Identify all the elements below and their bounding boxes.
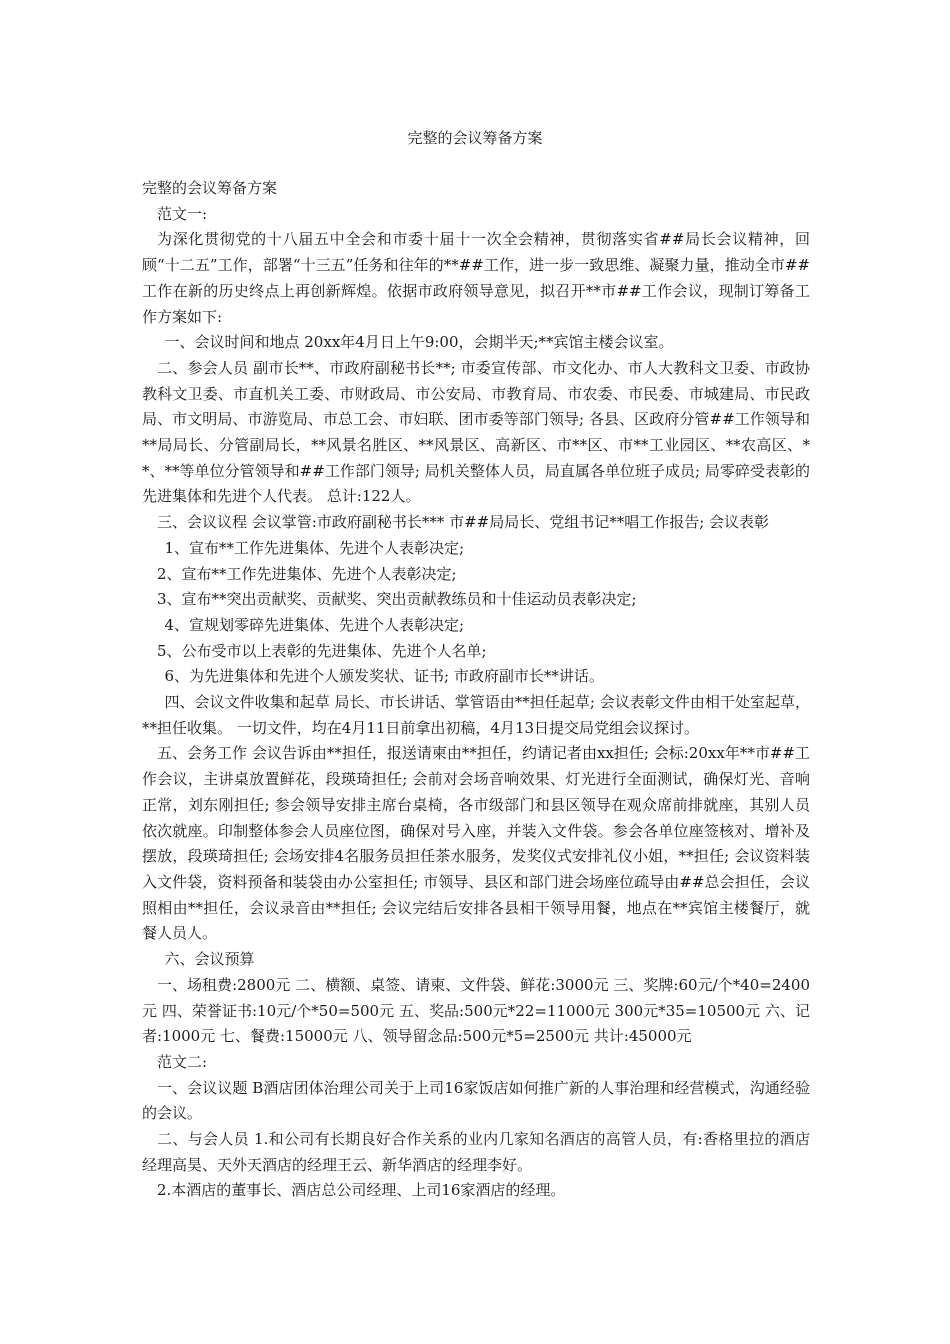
paragraph-budget: 一、场租费:2800元 二、横额、桌签、请柬、文件袋、鲜花:3000元 三、奖牌:60元/个*40=2400元 四、荣誉证书:10元/个*50=500元 五、奖品:500元*22=11000元 300元*35=10500元 六、记者:1000元 七、餐费:15000元 八、领导留念品:500元*5=2500元 共计:45000元 [142,975,810,1046]
paragraph-documents: 四、会议文件收集和起草 局长、市长讲话、掌管语由**担任起草; 会议表彰文件由相干处室起草，**担任收集。 一切文件，均在4月11日前拿出初稿，4月13日提交局党组会议探讨。 [142,693,810,737]
document-body [142,176,810,1204]
paragraph-agenda: 三、会议议程 会议掌管:市政府副秘书长*** 市##局局长、党组书记**唱工作报告; 会议表彰 [157,513,770,532]
paragraph-participants-2: 2.本酒店的董事长、酒店总公司经理、上司16家酒店的经理。 [157,1181,566,1200]
agenda-item-1: 1、宣布**工作先进集体、先进个人表彰决定; [164,538,465,557]
paragraph-logistics: 五、会务工作 会议告诉由**担任，报送请柬由**担任，约请记者由xx担任; 会标:20xx年**市##工作会议，主讲桌放置鲜花，段瑛琦担任; 会前对会场音响效果、灯光进行全面测试，确保灯光、音响正常，刘东刚担任; 参会领导安排主席台桌椅，各市级部门和县区领导在观众席前排就座，其别人员依次就座。印制整体参会人员座位图，确保对号入座，并装入文件袋。参会各单位座签核对、增补及摆放，段瑛琦担任; 会场安排4名服务员担任茶水服务，发奖仪式安排礼仪小姐，**担任; 会议资料装入文件袋，资料预备和装袋由办公室担任; 市领导、县区和部门进会场座位疏导由##总会担任，会议照相由**担任，会议录音由**担任; 会议完结后安排各县相干领导用餐，地点在**宾馆主楼餐厅，就餐人员人。 [142,744,810,943]
section-label-sample-1: 范文一: [157,204,208,223]
paragraph-budget-heading: 六、会议预算 [164,950,255,969]
paragraph-participants: 二、与会人员 1.和公司有长期良好合作关系的业内几家知名酒店的高管人员，有:香格里拉的酒店经理高昊、天外天酒店的经理王云、新华酒店的经理李好。 [142,1130,810,1174]
agenda-item-4: 4、宣规划零碎先进集体、先进个人表彰决定; [164,615,465,634]
paragraph-topic: 一、会议议题 B酒店团体治理公司关于上司16家饭店如何推广新的人事治理和经营模式，沟通经验的会议。 [142,1078,810,1123]
agenda-item-6: 6、为先进集体和先进个人颁发奖状、证书; 市政府副市长**讲话。 [164,667,604,686]
document-title: 完整的会议筹备方案 [407,129,543,147]
paragraph-time-place: 一、会议时间和地点 20xx年4月日上午9:00，会期半天;**宾馆主楼会议室。 [164,333,674,352]
paragraph-intro: 为深化贯彻党的十八届五中全会和市委十届十一次全会精神，贯彻落实省##局长会议精神，回顾“十二五”工作，部署“十三五”任务和往年的**##工作，进一步一致思维、凝聚力量，推动全市##工作在新的历史终点上再创新辉煌。依据市政府领导意见，拟召开**市##工作会议，现制订筹备工作方案如下: [142,230,810,326]
paragraph-attendees: 二、参会人员 副市长**、市政府副秘书长**; 市委宣传部、市文化办、市人大教科文卫委、市政协教科文卫委、市直机关工委、市财政局、市公安局、市教育局、市农委、市民委、市城建局、市民政局、市文明局、市游览局、市总工会、市妇联、团市委等部门领导; 各县、区政府分管##工作领导和**局局长、分管副局长，**风景名胜区、**风景区、高新区、市**区、市**工业园区、**农高区、**、**等单位分管领导和##工作部门领导; 局机关整体人员，局直属各单位班子成员; 局零碎受表彰的先进集体和先进个人代表。 总计:122人。 [142,358,810,506]
agenda-item-3: 3、宣布**突出贡献奖、贡献奖、突出贡献教练员和十佳运动员表彰决定; [157,590,637,609]
section-label-sample-2: 范文二: [157,1052,208,1071]
heading-line: 完整的会议筹备方案 [142,179,278,197]
agenda-item-2: 2、宣布**工作先进集体、先进个人表彰决定; [157,564,457,583]
agenda-item-5: 5、公布受市以上表彰的先进集体、先进个人名单; [157,641,487,660]
